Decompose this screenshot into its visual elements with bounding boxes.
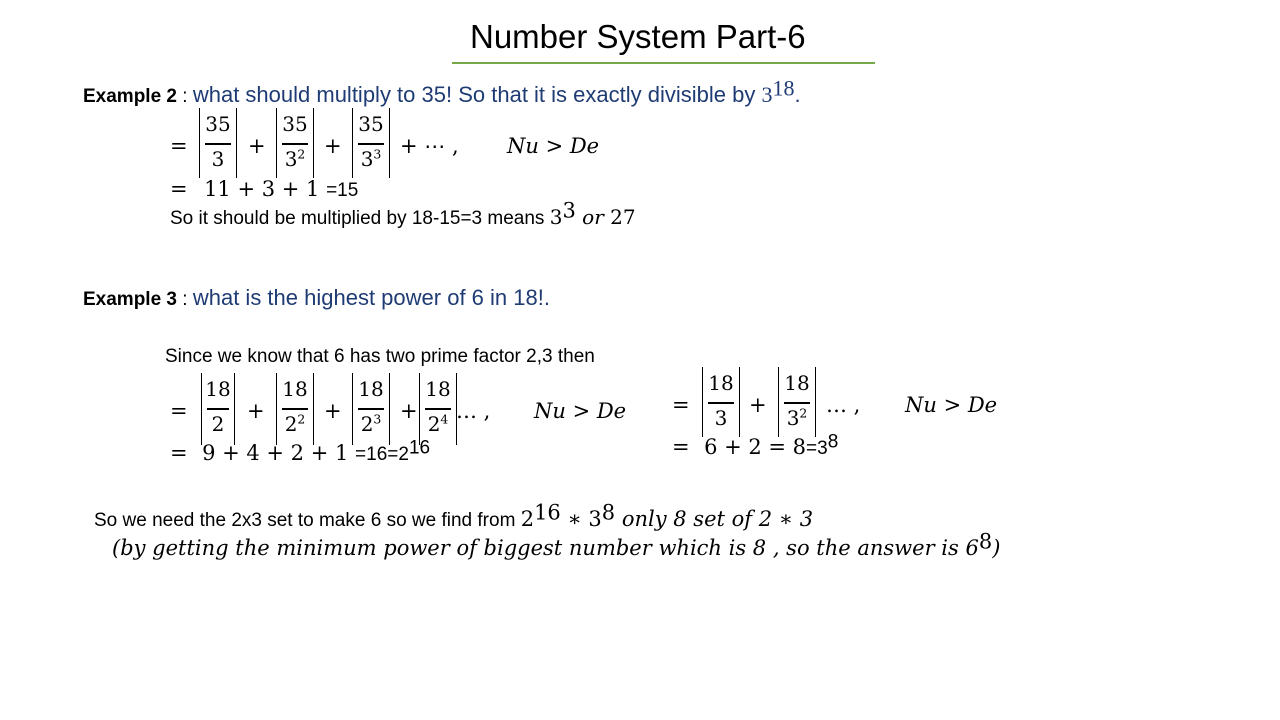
equals-sign: = xyxy=(170,134,188,158)
example2-q-exp: 18 xyxy=(772,75,795,101)
example2-conclusion: So it should be multiplied by 18-15=3 means $3^3$ or 27 xyxy=(170,198,636,229)
equals-sign: = xyxy=(170,399,188,423)
condition-label: Nu > De xyxy=(905,393,998,417)
final-line-2: (by getting the minimum power of biggest number which is 8 , so the answer is $6^8$) xyxy=(112,529,1001,560)
example2-q-base: 3 xyxy=(761,82,773,107)
equals-sign: = xyxy=(672,393,690,417)
example3-since: Since we know that 6 has two prime factor 2,3 then xyxy=(165,346,595,367)
series-tail: … , xyxy=(826,393,861,417)
title-underline xyxy=(452,62,875,64)
abs-fraction: 18 $2^3$ xyxy=(352,373,390,445)
example2-heading: Example 2 : what should multiply to 35! So that it is exactly divisible by $3^{18}$. xyxy=(83,75,801,107)
fraction-bar xyxy=(425,408,451,410)
abs-fraction: 35 $3^2$ xyxy=(276,108,314,178)
page-title: Number System Part-6 xyxy=(470,18,806,55)
condition-label: Nu > De xyxy=(534,399,627,423)
fraction-bar xyxy=(708,402,734,404)
abs-fraction: 18 $2^2$ xyxy=(276,373,314,445)
abs-fraction: 18 3 xyxy=(702,367,740,437)
abs-fraction: 18 $2^4$ xyxy=(419,373,457,445)
fraction-bar xyxy=(282,408,308,410)
abs-fraction: 18 $3^2$ xyxy=(778,367,816,437)
condition-label: Nu > De xyxy=(507,134,600,158)
plus-sign: + xyxy=(324,399,342,423)
abs-fraction: 35 $3^3$ xyxy=(352,108,390,178)
series-tail: + ⋯ , xyxy=(400,134,459,158)
example2-sum: = 11 + 3 + 1 =15 xyxy=(170,177,359,201)
fraction-bar xyxy=(358,143,384,145)
fraction-bar xyxy=(282,143,308,145)
example3-right-sum: = $6 + 2 = 8=3^8$ xyxy=(672,431,839,459)
plus-sign: + xyxy=(400,399,418,423)
final-line-1: So we need the 2x3 set to make 6 so we find from $2^{16}$ ∗ $3^8$ only 8 set of 2 ∗ 3 xyxy=(94,500,814,531)
example3-heading: Example 3 : what is the highest power of 6 in 18!. xyxy=(83,285,550,310)
example2-question: what should multiply to 35! So that it is exactly divisible by xyxy=(192,82,762,107)
example2-label: Example 2 xyxy=(83,86,177,107)
plus-sign: + xyxy=(247,399,265,423)
fraction-bar xyxy=(207,408,229,410)
fraction-bar xyxy=(358,408,384,410)
plus-sign: + xyxy=(324,134,342,158)
example3-left-sum: = $9 + 4 + 2 + 1 =16=2^{16}$ xyxy=(170,437,431,465)
fraction-bar xyxy=(784,402,810,404)
abs-fraction: 35 3 xyxy=(199,108,237,178)
series-tail: … , xyxy=(456,399,491,423)
abs-fraction: 18 2 xyxy=(201,373,235,445)
plus-sign: + xyxy=(749,393,767,417)
example3-question: what is the highest power of 6 in 18!. xyxy=(192,285,550,310)
example3-label: Example 3 xyxy=(83,289,177,310)
fraction-bar xyxy=(205,143,231,145)
plus-sign: + xyxy=(248,134,266,158)
